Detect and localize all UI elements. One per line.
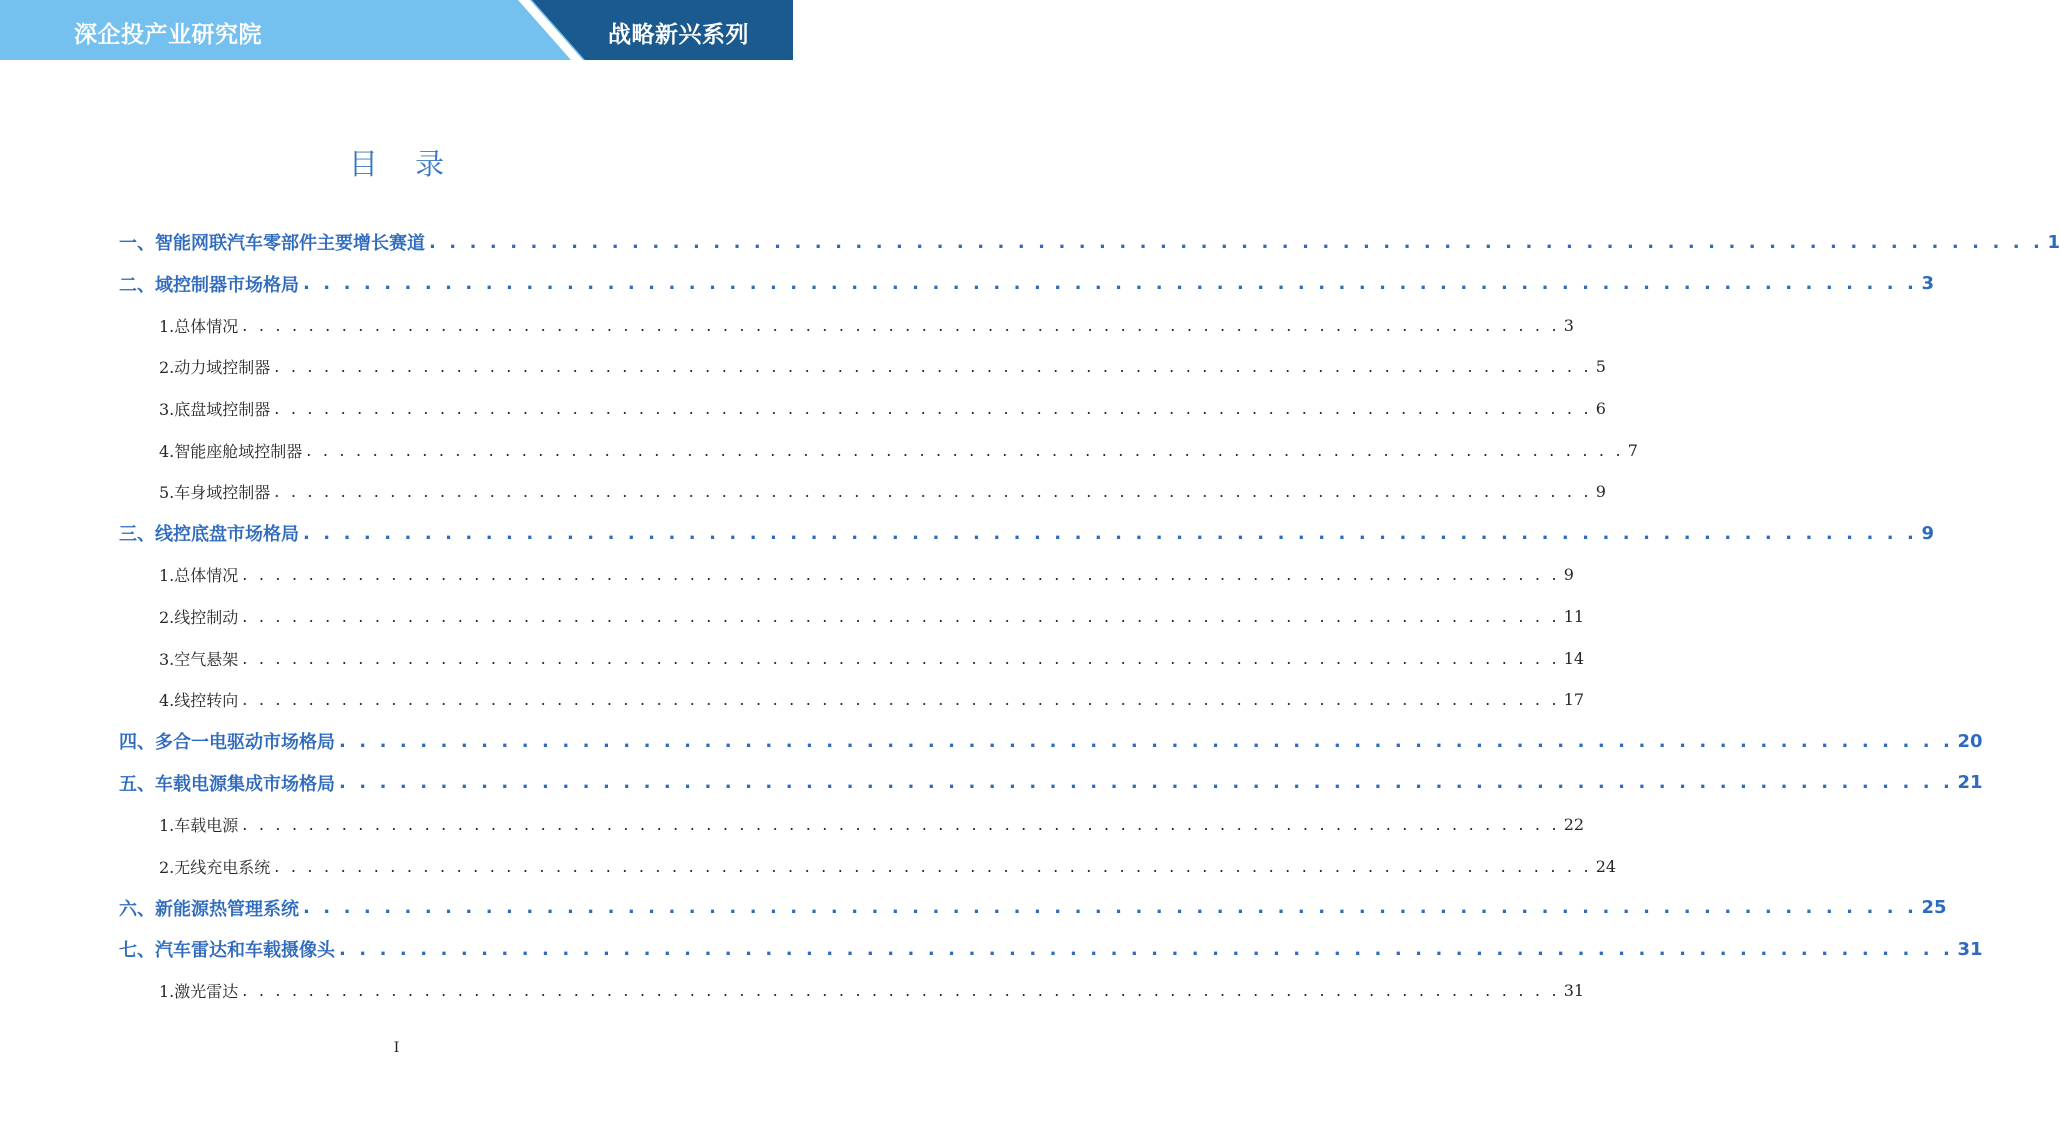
toc-entry-page: 21 bbox=[1957, 772, 1983, 794]
toc-subsection-entry[interactable] bbox=[119, 347, 1606, 387]
toc-subsection-entry[interactable] bbox=[119, 430, 1638, 470]
toc-section-entry[interactable] bbox=[119, 763, 1983, 803]
toc-dot-leader: . . . . . . . . . . . . . . . . . . . . . . . . . . . . . . . . . . . . . . . . . . . . . . . . . . . . . . . . . . . . . . . . . . . . . . . . . . . . . . . . bbox=[242, 981, 1560, 1001]
toc-entry-page: 5 bbox=[1595, 357, 1606, 377]
toc-entry-label: 一、智能网联汽车零部件主要增长赛道 bbox=[119, 233, 425, 254]
toc-dot-leader: . . . . . . . . . . . . . . . . . . . . . . . . . . . . . . . . . . . . . . . . . . . . . . . . . . . . . . . . . . . . . . . . . . . . . . . . . . . . . . . . bbox=[242, 315, 1560, 335]
toc-entry-page: 25 bbox=[1921, 897, 1947, 919]
toc-entry-page: 17 bbox=[1563, 690, 1585, 710]
toc-entry-page: 11 bbox=[1563, 606, 1585, 626]
toc-subsection-entry[interactable] bbox=[119, 680, 1585, 720]
toc-subsection-entry[interactable] bbox=[119, 846, 1617, 886]
toc-entry-label: 4.线控转向 bbox=[159, 691, 239, 711]
toc-entry-label: 5.车身域控制器 bbox=[159, 483, 271, 503]
toc-entry-label: 五、车载电源集成市场格局 bbox=[119, 773, 335, 795]
toc-entry-label: 2.线控制动 bbox=[159, 607, 239, 627]
toc-dot-leader: . . . . . . . . . . . . . . . . . . . . . . . . . . . . . . . . . . . . . . . . . . . . . . . . . . . . . . . . . . . . . . . . . . . . . . . . . . . . . . . . bbox=[339, 772, 1954, 794]
toc-entry-page: 3 bbox=[1563, 315, 1574, 335]
toc-section-entry[interactable] bbox=[119, 222, 2060, 262]
toc-subsection-entry[interactable] bbox=[119, 971, 1585, 1011]
toc-dot-leader: . . . . . . . . . . . . . . . . . . . . . . . . . . . . . . . . . . . . . . . . . . . . . . . . . . . . . . . . . . . . . . . . . . . . . . . . . . . . . . . . bbox=[303, 273, 1918, 295]
toc-entry-page: 6 bbox=[1595, 398, 1606, 418]
toc-entry-page: 3 bbox=[1921, 273, 1935, 295]
toc-entry-label: 三、线控底盘市场格局 bbox=[119, 524, 299, 546]
toc-entry-label: 2.动力域控制器 bbox=[159, 358, 271, 378]
toc-entry-label: 1.激光雷达 bbox=[159, 982, 239, 1002]
toc-subsection-entry[interactable] bbox=[119, 388, 1606, 428]
toc-dot-leader: . . . . . . . . . . . . . . . . . . . . . . . . . . . . . . . . . . . . . . . . . . . . . . . . . . . . . . . . . . . . . . . . . . . . . . . . . . . . . . . . bbox=[274, 398, 1592, 418]
toc-subsection-entry[interactable] bbox=[119, 638, 1585, 678]
toc-entry-page: 14 bbox=[1563, 648, 1585, 668]
header-institute-title: 深企投产业研究院 bbox=[74, 22, 262, 48]
toc-dot-leader: . . . . . . . . . . . . . . . . . . . . . . . . . . . . . . . . . . . . . . . . . . . . . . . . . . . . . . . . . . . . . . . . . . . . . . . . . . . . . . . . bbox=[303, 897, 1918, 919]
toc-section-entry[interactable] bbox=[119, 888, 1947, 928]
toc-dot-leader: . . . . . . . . . . . . . . . . . . . . . . . . . . . . . . . . . . . . . . . . . . . . . . . . . . . . . . . . . . . . . . . . . . . . . . . . . . . . . . . . bbox=[274, 856, 1592, 876]
toc-dot-leader: . . . . . . . . . . . . . . . . . . . . . . . . . . . . . . . . . . . . . . . . . . . . . . . . . . . . . . . . . . . . . . . . . . . . . . . . . . . . . . . . bbox=[429, 231, 2044, 253]
toc-entry-label: 二、域控制器市场格局 bbox=[119, 274, 299, 296]
toc-entry-label: 1.总体情况 bbox=[159, 566, 239, 586]
toc-entry-label: 七、汽车雷达和车载摄像头 bbox=[119, 940, 335, 962]
toc-dot-leader: . . . . . . . . . . . . . . . . . . . . . . . . . . . . . . . . . . . . . . . . . . . . . . . . . . . . . . . . . . . . . . . . . . . . . . . . . . . . . . . . bbox=[242, 648, 1560, 668]
toc-entry-label: 六、新能源热管理系统 bbox=[119, 898, 299, 920]
toc-section-entry[interactable] bbox=[119, 929, 1983, 969]
toc-subsection-entry[interactable] bbox=[119, 305, 1574, 345]
toc-entry-page: 7 bbox=[1627, 440, 1638, 460]
toc-dot-leader: . . . . . . . . . . . . . . . . . . . . . . . . . . . . . . . . . . . . . . . . . . . . . . . . . . . . . . . . . . . . . . . . . . . . . . . . . . . . . . . . bbox=[242, 690, 1560, 710]
toc-entry-label: 4.智能座舱域控制器 bbox=[159, 441, 303, 461]
toc-subsection-entry[interactable] bbox=[119, 804, 1585, 844]
toc-dot-leader: . . . . . . . . . . . . . . . . . . . . . . . . . . . . . . . . . . . . . . . . . . . . . . . . . . . . . . . . . . . . . . . . . . . . . . . . . . . . . . . . bbox=[306, 440, 1624, 460]
toc-title: 目 录 bbox=[348, 147, 459, 181]
toc-dot-leader: . . . . . . . . . . . . . . . . . . . . . . . . . . . . . . . . . . . . . . . . . . . . . . . . . . . . . . . . . . . . . . . . . . . . . . . . . . . . . . . . bbox=[242, 606, 1560, 626]
toc-dot-leader: . . . . . . . . . . . . . . . . . . . . . . . . . . . . . . . . . . . . . . . . . . . . . . . . . . . . . . . . . . . . . . . . . . . . . . . . . . . . . . . . bbox=[339, 730, 1954, 752]
toc-entry-label: 3.底盘域控制器 bbox=[159, 399, 271, 419]
toc-entry-page: 20 bbox=[1957, 730, 1983, 752]
toc-entry-page: 9 bbox=[1563, 565, 1574, 585]
toc-dot-leader: . . . . . . . . . . . . . . . . . . . . . . . . . . . . . . . . . . . . . . . . . . . . . . . . . . . . . . . . . . . . . . . . . . . . . . . . . . . . . . . . bbox=[242, 565, 1560, 585]
page-number: I bbox=[393, 1040, 400, 1056]
header-series-title: 战略新兴系列 bbox=[608, 22, 749, 48]
toc-entry-page: 9 bbox=[1595, 482, 1606, 502]
toc-dot-leader: . . . . . . . . . . . . . . . . . . . . . . . . . . . . . . . . . . . . . . . . . . . . . . . . . . . . . . . . . . . . . . . . . . . . . . . . . . . . . . . . bbox=[274, 482, 1592, 502]
toc-section-entry[interactable] bbox=[119, 513, 1935, 553]
toc-entry-label: 2.无线充电系统 bbox=[159, 857, 271, 877]
toc-subsection-entry[interactable] bbox=[119, 555, 1574, 595]
toc-entry-label: 1.车载电源 bbox=[159, 815, 239, 835]
toc-entry-page: 22 bbox=[1563, 814, 1585, 834]
toc-subsection-entry[interactable] bbox=[119, 596, 1585, 636]
toc-entry-label: 1.总体情况 bbox=[159, 316, 239, 336]
toc-dot-leader: . . . . . . . . . . . . . . . . . . . . . . . . . . . . . . . . . . . . . . . . . . . . . . . . . . . . . . . . . . . . . . . . . . . . . . . . . . . . . . . . bbox=[274, 357, 1592, 377]
toc-dot-leader: . . . . . . . . . . . . . . . . . . . . . . . . . . . . . . . . . . . . . . . . . . . . . . . . . . . . . . . . . . . . . . . . . . . . . . . . . . . . . . . . bbox=[303, 522, 1918, 544]
toc-entry-page: 9 bbox=[1921, 522, 1935, 544]
toc-dot-leader: . . . . . . . . . . . . . . . . . . . . . . . . . . . . . . . . . . . . . . . . . . . . . . . . . . . . . . . . . . . . . . . . . . . . . . . . . . . . . . . . bbox=[339, 938, 1954, 960]
toc-entry-page: 31 bbox=[1957, 938, 1983, 960]
toc-section-entry[interactable] bbox=[119, 264, 1935, 304]
toc-subsection-entry[interactable] bbox=[119, 472, 1606, 512]
toc-entry-page: 1 bbox=[2047, 231, 2060, 253]
toc-entry-label: 3.空气悬架 bbox=[159, 649, 239, 669]
toc-entry-page: 24 bbox=[1595, 856, 1617, 876]
toc-section-entry[interactable] bbox=[119, 721, 1983, 761]
toc-entry-page: 31 bbox=[1563, 981, 1585, 1001]
toc-entry-label: 四、多合一电驱动市场格局 bbox=[119, 732, 335, 754]
toc-dot-leader: . . . . . . . . . . . . . . . . . . . . . . . . . . . . . . . . . . . . . . . . . . . . . . . . . . . . . . . . . . . . . . . . . . . . . . . . . . . . . . . . bbox=[242, 814, 1560, 834]
